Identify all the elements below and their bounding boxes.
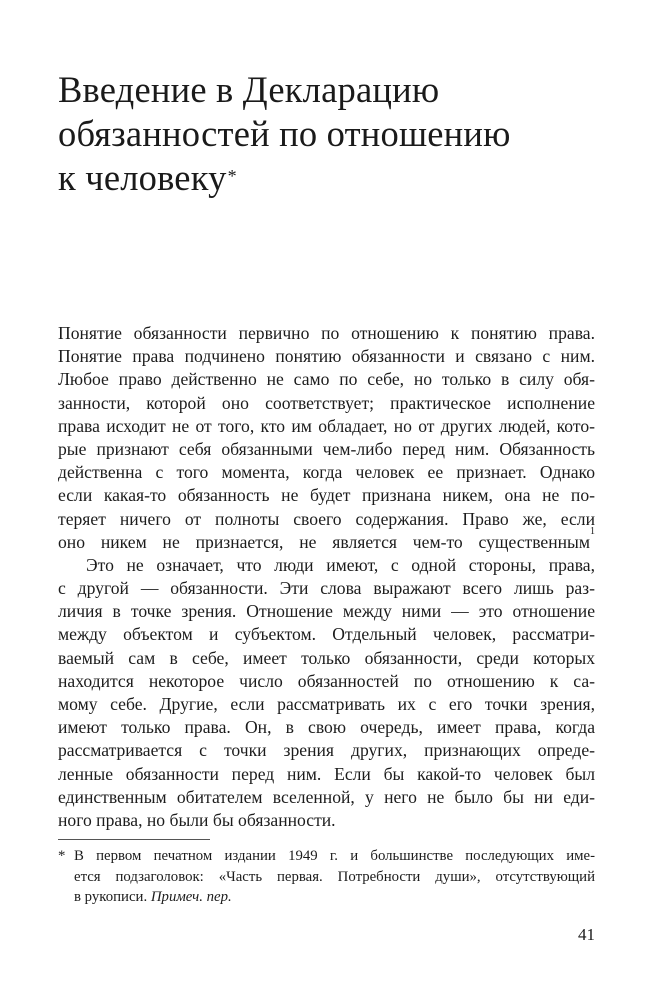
- text-line: права исходит не от того, кто им обладает, но от других людей, кото-: [58, 415, 595, 436]
- text-line: занности, которой оно соответствует; практическое исполнение: [58, 392, 595, 413]
- text-line: Понятие обязанности первично по отношению к понятию права.: [58, 323, 595, 343]
- paragraph-1: [58, 322, 595, 554]
- text-line: ного права, но были бы обязанности.: [58, 809, 336, 830]
- chapter-title: [58, 68, 578, 200]
- footnote-divider: [58, 839, 210, 840]
- text-line: рые признают себя обязанными чем-либо перед ним. Обязанность: [58, 438, 595, 459]
- text-line: Понятие права подчинено понятию обязанности и связано с ним.: [58, 346, 595, 367]
- text-line: между объектом и субъектом. Отдельный человек, рассматри-: [58, 624, 595, 645]
- footnote: [58, 846, 595, 908]
- footnote-line-text: в рукописи.: [74, 889, 148, 906]
- footnote-line-text: В первом печатном издании 1949 г. и большинстве последующих име-: [74, 848, 595, 864]
- text-line: [58, 525, 595, 554]
- endnote-marker: 1: [590, 525, 595, 537]
- title-line-3-text: к человеку: [58, 157, 227, 198]
- footnote-line: [58, 846, 595, 867]
- text-line: рассматривается с точки зрения других, признающих опреде-: [58, 740, 595, 761]
- paragraph-2: [58, 554, 595, 832]
- text-line: личия в точке зрения. Отношение между ними — это отношение: [58, 601, 595, 622]
- text-line: Любое право действенно не само по себе, но только в силу обя-: [58, 369, 595, 390]
- title-footnote-marker: *: [227, 166, 237, 186]
- body-text: [58, 322, 595, 832]
- text-line: ваемый сам в себе, имеет только обязанности, среди которых: [58, 647, 595, 668]
- footnote-marker: *: [58, 848, 66, 864]
- text-line: ленные обязанности перед ним. Если бы какой-то человек был: [58, 763, 595, 784]
- title-line-3: [58, 156, 578, 200]
- text-line: теряет ничего от полноты своего содержания. Право же, если: [58, 508, 595, 529]
- translator-note: Примеч. пер.: [150, 889, 232, 906]
- text-line: если какая-то обязанность не будет признана никем, она не по-: [58, 485, 595, 506]
- text-line: имеют только права. Он, в свою очередь, имеет права, когда: [58, 717, 595, 738]
- footnote-line: [58, 887, 595, 908]
- footnote-line: ется подзаголовок: «Часть первая. Потребности души», отсутствующий: [74, 868, 595, 885]
- title-line-1: Введение в Декларацию: [58, 69, 440, 110]
- text-line: Это не означает, что люди имеют, с одной стороны, права,: [86, 554, 595, 575]
- page-number: 41: [578, 925, 595, 944]
- text-line: единственным обитателем вселенной, у него не было бы ни еди-: [58, 786, 595, 807]
- text-line-content: оно никем не признается, не является чем-то существенным: [58, 531, 590, 552]
- text-line: с другой — обязанности. Эти слова выражают всего лишь раз-: [58, 578, 595, 599]
- text-line: мому себе. Другие, если рассматривать их с его точки зрения,: [58, 694, 595, 714]
- title-line-2: обязанностей по отношению: [58, 113, 511, 154]
- text-line: действенна с того момента, когда человек ее признает. Однако: [58, 462, 595, 483]
- text-line: находится некоторое число обязанностей по отношению к са-: [58, 670, 595, 691]
